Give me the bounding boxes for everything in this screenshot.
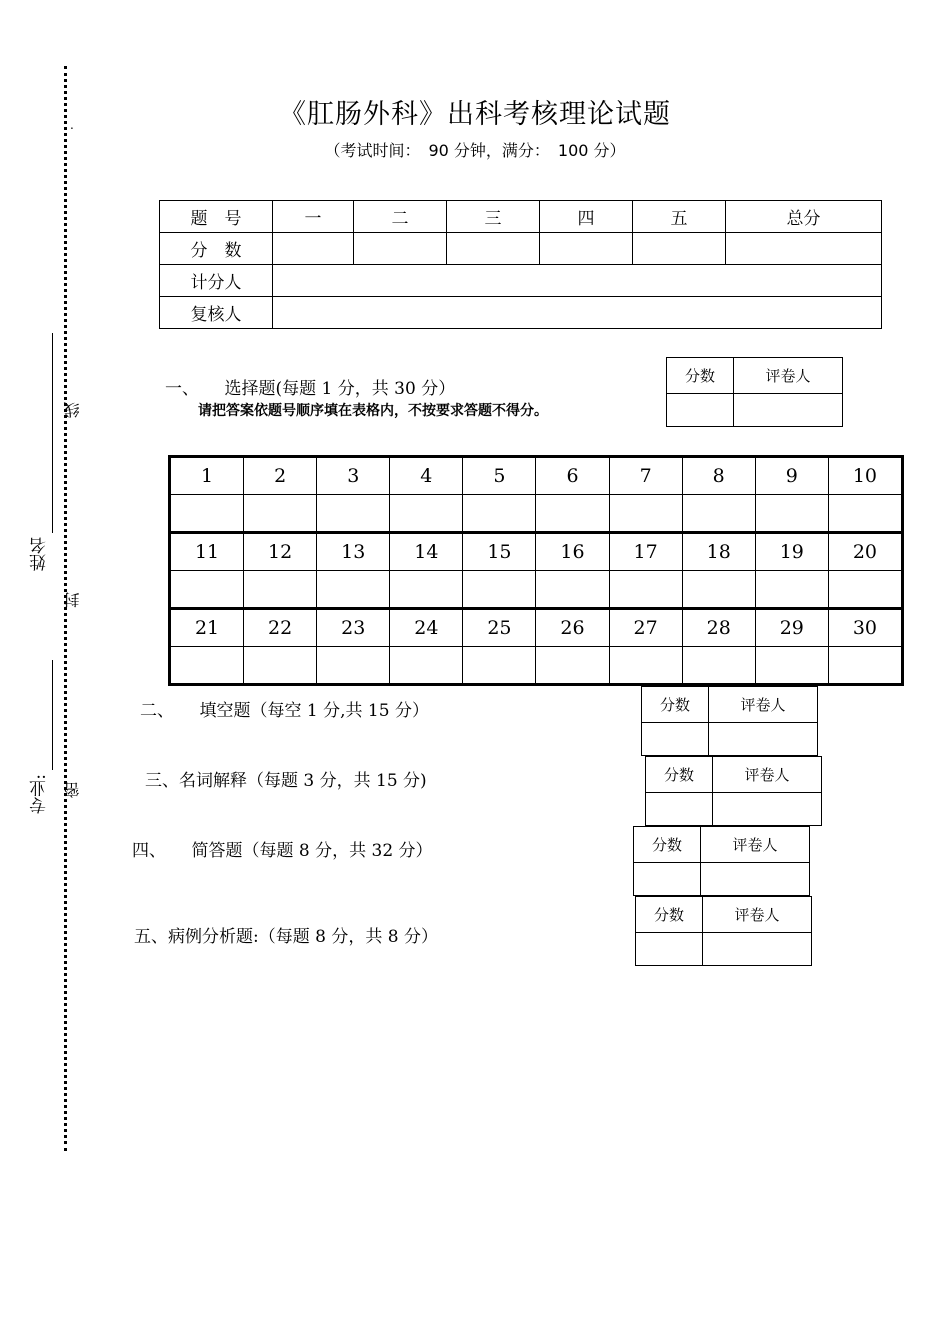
binding-dotted-line — [64, 66, 67, 1151]
grader-name-cell[interactable] — [734, 394, 843, 427]
grader-score-cell[interactable] — [646, 793, 713, 826]
answer-cell[interactable] — [828, 571, 902, 609]
grader-name-label: 评卷人 — [709, 687, 818, 723]
answer-cell[interactable] — [463, 495, 536, 533]
question-number: 18 — [682, 533, 755, 571]
grader-score-cell[interactable] — [667, 394, 734, 427]
question-number: 4 — [390, 457, 463, 495]
row-label-score: 分 数 — [160, 233, 273, 265]
seal-line-label: 线 — [63, 402, 82, 418]
score-cell[interactable] — [633, 233, 726, 265]
answer-grid — [168, 455, 904, 686]
row-label-reviewer: 复核人 — [160, 297, 273, 329]
page-title: 《肛肠外科》出科考核理论试题 — [279, 99, 671, 130]
score-cell[interactable] — [447, 233, 540, 265]
score-cell[interactable] — [540, 233, 633, 265]
answer-cell[interactable] — [317, 571, 390, 609]
question-number: 9 — [755, 457, 828, 495]
answer-cell[interactable] — [244, 571, 317, 609]
question-number: 10 — [828, 457, 902, 495]
answer-cell[interactable] — [609, 571, 682, 609]
answer-cell[interactable] — [536, 495, 609, 533]
question-number: 5 — [463, 457, 536, 495]
grader-box-2 — [641, 686, 818, 756]
name-label: 姓名 — [30, 537, 50, 571]
column-header-2: 二 — [354, 201, 447, 233]
grader-score-label: 分数 — [636, 897, 703, 933]
question-number: 14 — [390, 533, 463, 571]
grader-score-label: 分数 — [667, 358, 734, 394]
question-number: 28 — [682, 609, 755, 647]
counter-cell[interactable] — [273, 265, 882, 297]
answer-input-row-3 — [170, 647, 903, 685]
question-number: 25 — [463, 609, 536, 647]
answer-cell[interactable] — [536, 571, 609, 609]
grader-box-5 — [635, 896, 812, 966]
grader-name-label: 评卷人 — [713, 757, 822, 793]
table-row — [160, 297, 882, 329]
dot-mark: . — [70, 118, 74, 132]
answer-number-row-3 — [170, 609, 903, 647]
section-1-instruction: 请把答案依题号顺序填在表格内，不按要求答题不得分。 — [198, 403, 548, 419]
answer-cell[interactable] — [317, 495, 390, 533]
name-fill-line — [52, 333, 53, 533]
answer-cell[interactable] — [755, 647, 828, 685]
grader-box-4 — [633, 826, 810, 896]
answer-number-row-2 — [170, 533, 903, 571]
answer-cell[interactable] — [317, 647, 390, 685]
grader-name-cell[interactable] — [701, 863, 810, 896]
row-label-counter: 计分人 — [160, 265, 273, 297]
score-cell[interactable] — [273, 233, 354, 265]
answer-cell[interactable] — [609, 647, 682, 685]
answer-input-row-2 — [170, 571, 903, 609]
column-header-1: 一 — [273, 201, 354, 233]
table-row — [160, 233, 882, 265]
answer-cell[interactable] — [244, 495, 317, 533]
question-number: 17 — [609, 533, 682, 571]
page-subtitle: （考试时间： 90 分钟，满分： 100 分） — [324, 141, 626, 160]
score-cell-total[interactable] — [726, 233, 882, 265]
answer-cell[interactable] — [170, 495, 244, 533]
grader-name-label: 评卷人 — [703, 897, 812, 933]
grader-name-label: 评卷人 — [701, 827, 810, 863]
answer-cell[interactable] — [390, 571, 463, 609]
grader-score-label: 分数 — [634, 827, 701, 863]
table-row — [160, 265, 882, 297]
answer-cell[interactable] — [755, 571, 828, 609]
answer-number-row-1 — [170, 457, 903, 495]
answer-input-row-1 — [170, 495, 903, 533]
grader-name-cell[interactable] — [713, 793, 822, 826]
question-number: 11 — [170, 533, 244, 571]
seal-seal-label: 封 — [63, 592, 82, 608]
question-number: 22 — [244, 609, 317, 647]
seal-secret-label: 密 — [63, 782, 82, 798]
question-number: 27 — [609, 609, 682, 647]
answer-cell[interactable] — [463, 571, 536, 609]
section-2-heading: 二、 填空题（每空 1 分,共 15 分） — [140, 701, 429, 721]
question-number: 20 — [828, 533, 902, 571]
question-number: 16 — [536, 533, 609, 571]
grader-score-cell[interactable] — [642, 723, 709, 756]
grader-name-cell[interactable] — [709, 723, 818, 756]
question-number: 13 — [317, 533, 390, 571]
column-header-3: 三 — [447, 201, 540, 233]
answer-cell[interactable] — [170, 571, 244, 609]
column-header-total: 总分 — [726, 201, 882, 233]
section-5-heading: 五、病例分析题:（每题 8 分，共 8 分） — [134, 927, 438, 947]
answer-cell[interactable] — [390, 647, 463, 685]
question-number: 6 — [536, 457, 609, 495]
answer-cell[interactable] — [390, 495, 463, 533]
question-number: 12 — [244, 533, 317, 571]
question-number: 24 — [390, 609, 463, 647]
answer-cell[interactable] — [170, 647, 244, 685]
grader-name-cell[interactable] — [703, 933, 812, 966]
column-header-4: 四 — [540, 201, 633, 233]
question-number: 7 — [609, 457, 682, 495]
question-number: 15 — [463, 533, 536, 571]
question-number: 2 — [244, 457, 317, 495]
grader-score-cell[interactable] — [636, 933, 703, 966]
grader-box-1 — [666, 357, 843, 427]
question-number: 21 — [170, 609, 244, 647]
grader-name-label: 评卷人 — [734, 358, 843, 394]
answer-cell[interactable] — [828, 495, 902, 533]
question-number: 30 — [828, 609, 902, 647]
answer-cell[interactable] — [682, 647, 755, 685]
question-number: 19 — [755, 533, 828, 571]
grader-score-label: 分数 — [646, 757, 713, 793]
answer-cell[interactable] — [536, 647, 609, 685]
question-number: 3 — [317, 457, 390, 495]
question-number: 29 — [755, 609, 828, 647]
answer-cell[interactable] — [463, 647, 536, 685]
major-fill-line — [52, 660, 53, 770]
answer-cell[interactable] — [609, 495, 682, 533]
answer-cell[interactable] — [682, 571, 755, 609]
answer-cell[interactable] — [828, 647, 902, 685]
answer-cell[interactable] — [755, 495, 828, 533]
grader-box-3 — [645, 756, 822, 826]
row-label-question-no: 题 号 — [160, 201, 273, 233]
reviewer-cell[interactable] — [273, 297, 882, 329]
major-label: 专业: — [30, 774, 50, 814]
section-4-heading: 四、 简答题（每题 8 分，共 32 分） — [132, 841, 433, 861]
grader-score-label: 分数 — [642, 687, 709, 723]
question-number: 26 — [536, 609, 609, 647]
grader-score-cell[interactable] — [634, 863, 701, 896]
section-1-heading: 一、 选择题(每题 1 分，共 30 分） — [165, 379, 456, 399]
column-header-5: 五 — [633, 201, 726, 233]
score-cell[interactable] — [354, 233, 447, 265]
answer-cell[interactable] — [244, 647, 317, 685]
section-3-heading: 三、名词解释（每题 3 分，共 15 分) — [145, 771, 427, 791]
answer-cell[interactable] — [682, 495, 755, 533]
score-summary-table — [159, 200, 882, 329]
question-number: 8 — [682, 457, 755, 495]
question-number: 1 — [170, 457, 244, 495]
table-row — [160, 201, 882, 233]
question-number: 23 — [317, 609, 390, 647]
